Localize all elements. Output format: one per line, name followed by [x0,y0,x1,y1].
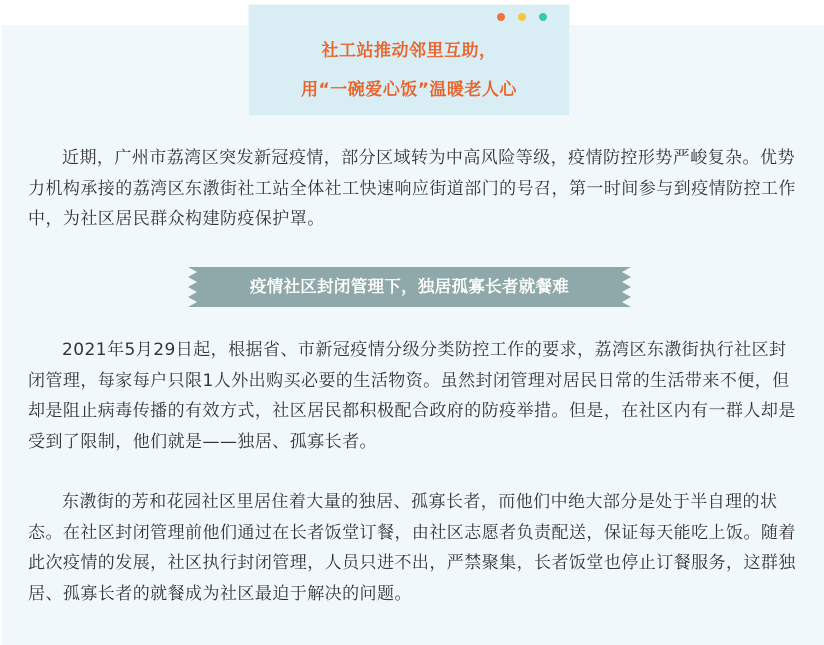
body-paragraph-elders: 东漖街的芳和花园社区里居住着大量的独居、孤寡长者，而他们中绝大部分是处于半自理的状态。在社区封闭管理前他们通过在长者饭堂订餐，由社区志愿者负责配送，保证每天能吃上饭。随着此次疫情的发展，社区执行封闭管理，人员只进不出，严禁聚集，长者饭堂也停止订餐服务，这群独居、孤寡长者的就餐成为社区最迫于解决的问题。 [28,492,796,604]
yellow-dot [518,13,526,21]
orange-dot [497,13,505,21]
intro-paragraph: 近期，广州市荔湾区突发新冠疫情，部分区域转为中高风险等级，疫情防控形势严峻复杂。优势力机构承接的荔湾区东漖街社工站全体社工快速响应街道部门的号召，第一时间参与到疫情防控工作中，为社区居民群众构建防疫保护罩。 [28,148,796,229]
body-paragraph-closure: 2021年5月29日起，根据省、市新冠疫情分级分类防控工作的要求，荔湾区东漖街执行社区封闭管理，每家每户只限1人外出购买必要的生活物资。虽然封闭管理对居民日常的生活带来不便，但却是阻止病毒传播的有效方式，社区居民都积极配合政府的防疫举措。但是，在社区内有一群人却是受到了限制，他们就是——独居、孤寡长者。 [28,340,796,452]
article-title-line-1: 社工站推动邻里互助， [321,41,497,61]
section-heading-banner [188,267,631,307]
article-title-line-2: 用“一碗爱心饭”温暖老人心 [301,80,517,100]
decorative-dots [497,13,547,21]
section-heading-text: 疫情社区封闭管理下，独居孤寡长者就餐难 [249,277,570,296]
teal-dot [539,13,547,21]
title-card [249,5,569,115]
